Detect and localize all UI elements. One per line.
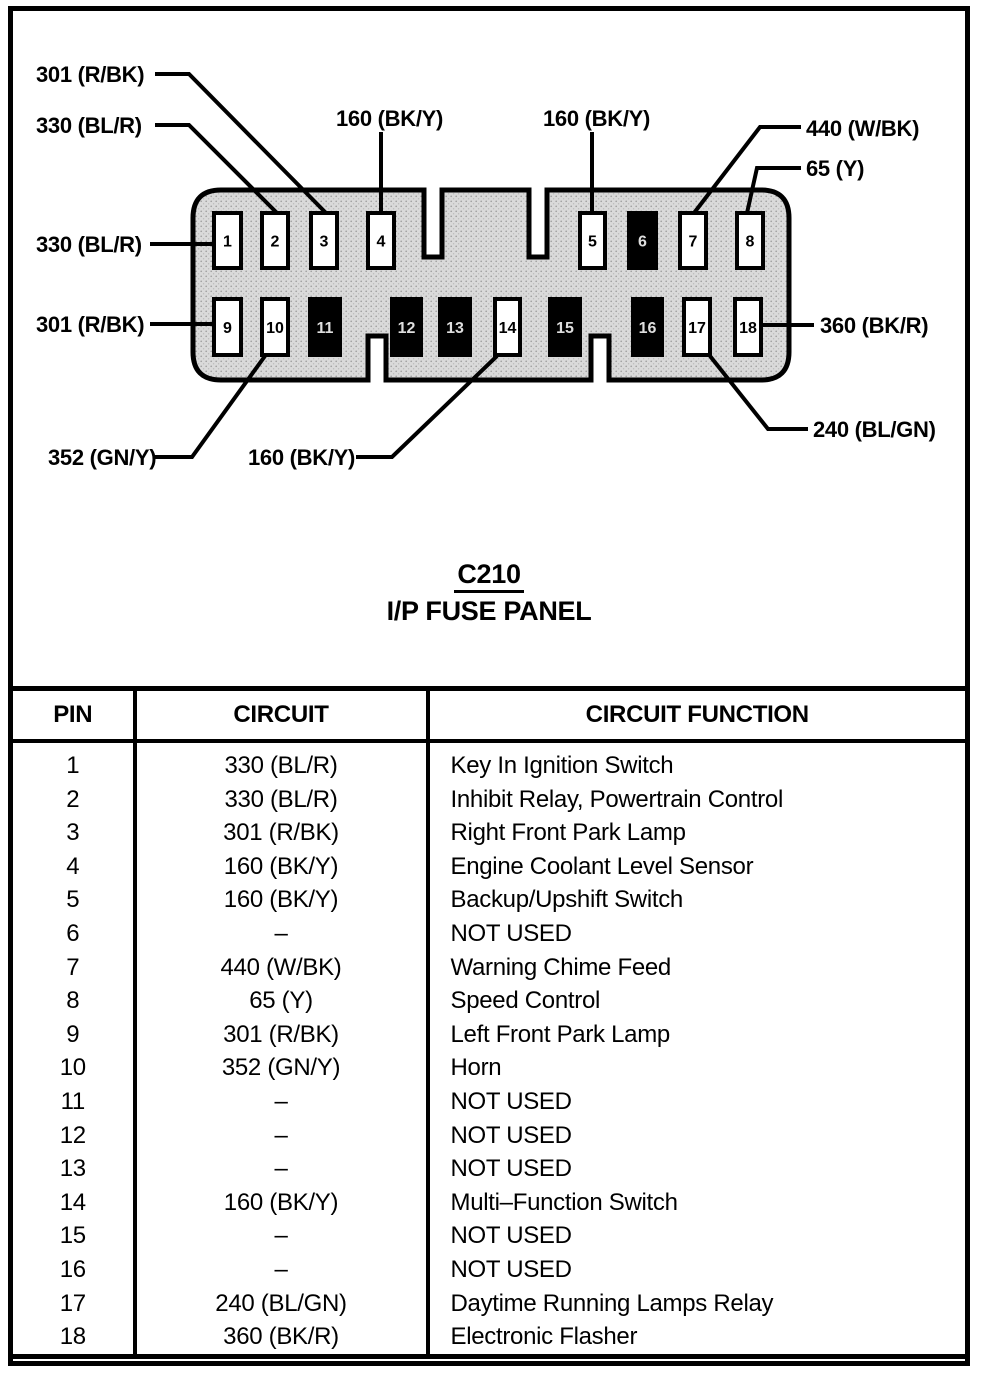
wire-label-8: 360 (BK/R) bbox=[820, 313, 929, 338]
pin-18-number: 18 bbox=[739, 320, 757, 337]
pin-cell: 6 bbox=[11, 917, 135, 951]
column-header-circuit: CIRCUIT bbox=[135, 689, 428, 742]
pin-1 bbox=[214, 213, 241, 268]
fuse-panel-connector-diagram bbox=[0, 0, 992, 560]
table-row-pin-4 bbox=[11, 850, 968, 884]
table-row-pin-11 bbox=[11, 1085, 968, 1119]
function-cell: Horn bbox=[450, 1054, 502, 1082]
pin-7-number: 7 bbox=[688, 233, 698, 251]
circuit-cell: – bbox=[135, 1152, 428, 1186]
table-row-pin-5 bbox=[11, 883, 968, 917]
function-cell: NOT USED bbox=[450, 919, 572, 947]
circuit-cell: 160 (BK/Y) bbox=[135, 883, 428, 917]
function-cell: Engine Coolant Level Sensor bbox=[450, 852, 754, 880]
pin-8-number: 8 bbox=[745, 233, 755, 251]
pin-9 bbox=[214, 299, 241, 355]
pin-11-number: 11 bbox=[316, 320, 334, 337]
pin-cell: 5 bbox=[11, 883, 135, 917]
table-row-pin-12 bbox=[11, 1119, 968, 1153]
pin-cell: 13 bbox=[11, 1152, 135, 1186]
wire-label-10: 160 (BK/Y) bbox=[248, 445, 356, 470]
pin-1-number: 1 bbox=[223, 233, 232, 251]
connector-id: C210 bbox=[454, 561, 523, 593]
table-row-pin-14 bbox=[11, 1186, 968, 1220]
wire-label-9: 352 (GN/Y) bbox=[48, 445, 157, 470]
pin-9-number: 9 bbox=[223, 320, 232, 337]
function-cell: Speed Control bbox=[450, 987, 601, 1015]
pin-14-number: 14 bbox=[498, 320, 517, 337]
table-row-pin-18 bbox=[11, 1320, 968, 1356]
table-row-pin-17 bbox=[11, 1287, 968, 1321]
pin-6 bbox=[629, 213, 656, 268]
pin-6-number: 6 bbox=[638, 233, 647, 251]
circuit-cell: 440 (W/BK) bbox=[135, 951, 428, 985]
wire-label-5: 65 (Y) bbox=[806, 156, 865, 181]
pin-cell: 2 bbox=[11, 783, 135, 817]
column-header-pin: PIN bbox=[11, 689, 135, 742]
pin-2 bbox=[262, 213, 288, 268]
circuit-cell: 160 (BK/Y) bbox=[135, 850, 428, 884]
table-row-pin-16 bbox=[11, 1253, 968, 1287]
table-row-pin-3 bbox=[11, 816, 968, 850]
function-cell: Backup/Upshift Switch bbox=[450, 886, 683, 914]
circuit-cell: 301 (R/BK) bbox=[135, 1018, 428, 1052]
circuit-cell: 330 (BL/R) bbox=[135, 783, 428, 817]
diagram-title-block bbox=[0, 561, 978, 626]
function-cell: Key In Ignition Switch bbox=[450, 752, 674, 779]
connector-name: I/P FUSE PANEL bbox=[386, 596, 592, 626]
table-row-pin-10 bbox=[11, 1051, 968, 1085]
pin-16 bbox=[633, 299, 662, 355]
pin-5 bbox=[580, 213, 605, 268]
circuit-cell: 240 (BL/GN) bbox=[135, 1287, 428, 1321]
pin-cell: 16 bbox=[11, 1253, 135, 1287]
circuit-cell: – bbox=[135, 1253, 428, 1287]
pin-3 bbox=[311, 213, 337, 268]
function-cell: NOT USED bbox=[450, 1255, 572, 1283]
pin-10 bbox=[262, 299, 288, 355]
pin-cell: 18 bbox=[11, 1320, 135, 1356]
function-cell: Inhibit Relay, Powertrain Control bbox=[450, 785, 783, 813]
pin-circuit-table bbox=[8, 686, 970, 1359]
pin-cell: 15 bbox=[11, 1219, 135, 1253]
function-cell: Right Front Park Lamp bbox=[450, 819, 686, 847]
pin-2-number: 2 bbox=[270, 233, 280, 251]
pin-cell: 8 bbox=[11, 984, 135, 1018]
wire-label-4: 440 (W/BK) bbox=[806, 116, 920, 141]
function-cell: NOT USED bbox=[450, 1155, 572, 1183]
pin-cell: 9 bbox=[11, 1018, 135, 1052]
column-header-circuit-function: CIRCUIT FUNCTION bbox=[428, 689, 968, 742]
function-cell: NOT USED bbox=[450, 1222, 572, 1250]
circuit-cell: 301 (R/BK) bbox=[135, 816, 428, 850]
table-row-pin-8 bbox=[11, 984, 968, 1018]
pin-5-number: 5 bbox=[588, 233, 597, 251]
pin-table-body bbox=[11, 741, 968, 1356]
table-row-pin-2 bbox=[11, 783, 968, 817]
function-cell: NOT USED bbox=[450, 1121, 572, 1149]
pin-cell: 11 bbox=[11, 1085, 135, 1119]
table-row-pin-7 bbox=[11, 951, 968, 985]
table-row-pin-6 bbox=[11, 917, 968, 951]
function-cell: Daytime Running Lamps Relay bbox=[450, 1289, 774, 1317]
circuit-cell: – bbox=[135, 917, 428, 951]
circuit-cell: 352 (GN/Y) bbox=[135, 1051, 428, 1085]
pin-cell: 7 bbox=[11, 951, 135, 985]
pin-17 bbox=[684, 299, 710, 355]
circuit-cell: – bbox=[135, 1219, 428, 1253]
circuit-cell: 330 (BL/R) bbox=[135, 741, 428, 783]
pin-cell: 3 bbox=[11, 816, 135, 850]
pin-cell: 10 bbox=[11, 1051, 135, 1085]
pin-cell: 14 bbox=[11, 1186, 135, 1220]
circuit-cell: 360 (BK/R) bbox=[135, 1320, 428, 1356]
circuit-cell: – bbox=[135, 1085, 428, 1119]
pin-13-number: 13 bbox=[446, 320, 464, 337]
wire-label-6: 330 (BL/R) bbox=[36, 232, 142, 257]
pin-cell: 12 bbox=[11, 1119, 135, 1153]
pin-8 bbox=[737, 213, 763, 268]
table-row-pin-13 bbox=[11, 1152, 968, 1186]
table-header-row bbox=[11, 689, 968, 742]
function-cell: Electronic Flasher bbox=[450, 1323, 638, 1351]
pin-cell: 17 bbox=[11, 1287, 135, 1321]
pin-18 bbox=[735, 299, 761, 355]
wire-label-0: 301 (R/BK) bbox=[36, 62, 145, 87]
wire-label-11: 240 (BL/GN) bbox=[813, 417, 936, 442]
pin-cell: 1 bbox=[11, 741, 135, 783]
pin-3-number: 3 bbox=[319, 233, 329, 251]
function-cell: Multi–Function Switch bbox=[450, 1188, 678, 1216]
wire-label-7: 301 (R/BK) bbox=[36, 312, 145, 337]
pin-15-number: 15 bbox=[556, 320, 574, 337]
table-row-pin-9 bbox=[11, 1018, 968, 1052]
wire-label-2: 160 (BK/Y) bbox=[336, 106, 444, 131]
function-cell: NOT USED bbox=[450, 1087, 572, 1115]
pin-11 bbox=[310, 299, 340, 355]
pin-4 bbox=[368, 213, 394, 268]
pin-10-number: 10 bbox=[266, 320, 284, 337]
table-row-pin-1 bbox=[11, 741, 968, 783]
pin-12-number: 12 bbox=[397, 320, 416, 337]
wire-label-3: 160 (BK/Y) bbox=[543, 106, 651, 131]
pin-4-number: 4 bbox=[376, 233, 386, 251]
pin-13 bbox=[440, 299, 470, 355]
pin-cell: 4 bbox=[11, 850, 135, 884]
circuit-cell: – bbox=[135, 1119, 428, 1153]
table-row-pin-15 bbox=[11, 1219, 968, 1253]
wire-label-1: 330 (BL/R) bbox=[36, 113, 142, 138]
pin-7 bbox=[680, 213, 706, 268]
circuit-cell: 65 (Y) bbox=[135, 984, 428, 1018]
pin-12 bbox=[392, 299, 421, 355]
pin-15 bbox=[550, 299, 580, 355]
function-cell: Warning Chime Feed bbox=[450, 953, 671, 981]
pin-16-number: 16 bbox=[638, 320, 657, 337]
function-cell: Left Front Park Lamp bbox=[450, 1020, 670, 1048]
circuit-cell: 160 (BK/Y) bbox=[135, 1186, 428, 1220]
pin-14 bbox=[495, 299, 520, 355]
pin-17-number: 17 bbox=[688, 320, 706, 337]
